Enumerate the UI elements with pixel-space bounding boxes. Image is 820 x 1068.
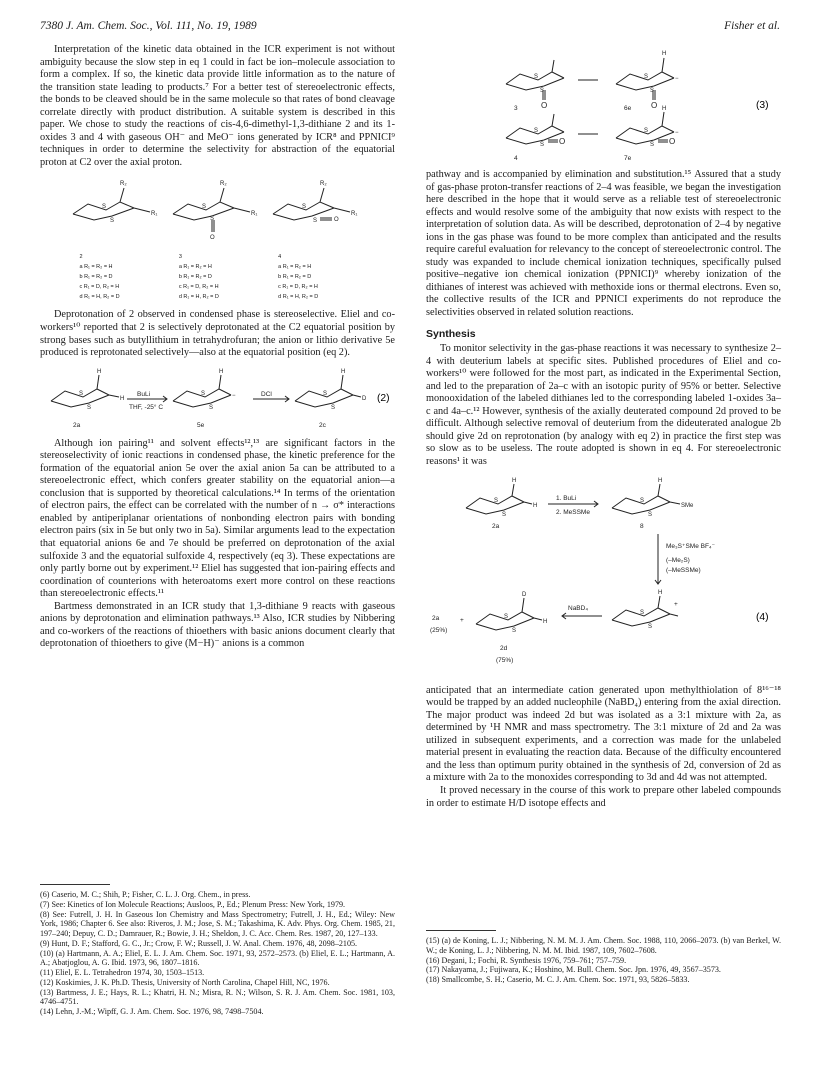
svg-text:H: H [662,51,667,57]
svg-text:S: S [648,511,653,518]
section-heading-synthesis: Synthesis [426,327,476,340]
svg-text:S: S [86,404,91,411]
equation-2-figure [43,365,393,433]
svg-text:S: S [540,142,545,148]
eq2-label-2a: 2a [72,421,80,429]
footnotes-left [40,884,395,1017]
svg-text:SMe: SMe [681,502,694,509]
footnote-12: (12) Koskimies, J. K. Ph.D. Thesis, University of North Carolina, Chapel Hill, NC, 1976. [40,977,330,987]
svg-text:R₂: R₂ [119,181,127,188]
eq4-label-2d: 2d [500,644,508,652]
footnote-10: (10) (a) Hartmann, A. A.; Eliel, E. L. J. Am. Chem. Soc. 1971, 93, 2572–2573. (b) Eliel, E. L.; Hartmann, A. A.; Abatjoglou, A. G. Ibid. 1973, 96, 1807–1816. [40,948,395,968]
footnote-13: (13) Bartmess, J. E.; Hays, R. L.; Khatri, H. N.; Misra, R. N.; Wilson, S. R. J. Am. Chem. Soc. 1981, 103, 4746–4751. [40,987,395,1007]
svg-text:R₁: R₁ [250,211,257,218]
svg-text:−: − [675,76,679,82]
svg-text:H: H [119,395,124,402]
compound-3-label: 3 [178,254,182,261]
eq4-yield-2a: (25%) [430,626,448,634]
svg-text:S: S [78,390,83,397]
svg-text:R₁: R₁ [350,211,357,218]
paragraph-bartmess: Bartmess demonstrated in an ICR study that 1,3-dithiane 9 reacts with gaseous anions by deprotonation and elimination pathways.¹³ Also, ICR studies by Nibbering and co-workers of the reactions of thioethers with basic anions document clearly that deprotonation of thioethers to give (M−H)⁻ anions is a common [40,600,395,650]
svg-text:H: H [662,106,667,112]
eq4-plus-sign: + [460,616,464,624]
svg-text:S: S [101,204,106,211]
paragraph-intro: Interpretation of the kinetic data obtained in the ICR experiment is not without ambiguity because the slow step in eq 1 could in fact be ion–molecule association to form a complex. If so, the kinetic data provide little information as to the nature of the transition state leading to products.⁷ For a better test of stereoelectronic effects, the bonds to be cleaved should be in the same molecule so that rates of bond cleavage correlate directly with product distribution. A suitable system is described in this paper. We chose to study the reactions of cis-4,6-dimethyl-1,3-dithiane 2 and its 1-oxides 3 and 4 with gaseous OH⁻ and MeO⁻ ions generated by ICR⁸ and PPNICI⁹ techniques in order to determine the selectivity for abstraction of the equatorial proton at C2 over the axial proton. [40,44,395,168]
running-header [40,20,780,38]
svg-text:D: D [361,395,366,402]
eq2-condition: THF, -25° C [128,403,163,411]
eq2-reagent-dcl: DCl [260,390,272,398]
paragraph-synthesis: To monitor selectivity in the gas-phase reactions it was necessary to synthesize 2–4 with deuterium labels at specific sites. Published procedures of Eliel and co-workers¹⁰ were followed for the most part, as indicated in the Experimental Section, and led to the preparation of 2a–c with an isotopic purity of 95% or better. Selective monooxidation of the labeled dithianes led to the corresponding labeled 1-oxides 3a–c and 4a–c.¹² However, synthesis of the axially deuterated compound 2d proved to be difficult. Although selective removal of deuterium from the dideuterated analogue 2b should give 2d on reprotonation (by analogy with eq 2) in practice the first step was so slow as to be useless. The route adopted is shown in eq 4. For stereoelectronic reasons¹ it was [426,343,781,468]
right-column [426,44,781,810]
paragraph-deprotonation: Deprotonation of 2 observed in condensed phase is stereoselective. Eliel and co-workers¹⁰ reported that 2 is selectively deprotonated at the C2 equatorial position by strong bases such as butyllithium in tetrahydrofuran; the anion or lithio derivative 5e produced is reprotonated selectively—also at the equatorial position (eq 2). [40,309,395,359]
eq4-cation-charge: + [674,600,678,608]
eq4-label-2a-bottom: 2a [432,614,440,622]
eq4-label-2a-top: 2a [492,522,500,530]
label-4b: b R₁ = R₂ = D [278,274,312,281]
eq4-reagent-nabd4: NaBD₄ [568,604,588,612]
footnote-14: (14) Lehn, J.-M.; Wipff, G. J. Am. Chem. Soc. 1976, 98, 7498–7504. [40,1007,264,1016]
left-column [40,44,395,651]
eq4-reagent-me3s: Me₃S⁺SMe BF₄⁻ [666,542,716,550]
svg-text:S: S [650,142,655,148]
eq2-number: (2) [376,392,390,404]
svg-text:S: S [502,511,507,518]
svg-text:S: S [640,609,645,616]
svg-text:D: D [522,591,527,598]
equation-4-figure [426,474,781,680]
label-2d: d R₁ = H, R₂ = D [79,294,120,301]
label-2b: b R₁ = R₂ = D [79,274,113,281]
svg-text:S: S [494,497,499,504]
compound-2-label: 2 [79,254,83,261]
eq3-label-3: 3 [514,105,518,112]
label-3d: d R₁ = H, R₂ = D [178,294,219,301]
eq4-number: (4) [756,611,769,623]
eq4-loss-me2s: (–Me₂S) [666,556,690,564]
svg-text:S: S [209,216,214,223]
footnote-9: (9) Hunt, D. F.; Stafford, G. C., Jr.; Crow, F. W.; Russell, J. W. Anal. Chem. 1976, 48, 2098–2105. [40,938,358,948]
equation-3-figure [426,44,781,164]
eq4-yield-2d: (75%) [496,656,514,664]
eq4-reagent-buli: 1. BuLi [556,494,577,502]
svg-text:S: S [504,613,509,620]
label-3c: c R₁ = D, R₂ = H [178,284,219,291]
paragraph-pathway: pathway and is accompanied by elimination and substitution.¹⁵ Assured that a study of gas-phase proton-transfer reactions of 2–4 was feasible, we began the investigation here described in the hope that it would serve as a reliable test of stereoelectronic effects and would resolve some of the ambiguity that now exists with respect to the interpretation of solution data. As will be described, deprotonation of 2–4 by negative ions in the gas phase was found to be more complex than anticipated and the results require careful evaluation for relevancy to the concept of stereoelectronic control. The study was expanded to include chemical ionization techniques, specifically pulsed positive–negative ion chemical ionization (PPNICI)⁹ whereby ionization of the dithianes of interest was achieved with methoxide ions or thermal electrons. Even so, the collective results of the ICR and PPNICI experiments do not reproduce the selectivities observed in related solution reactions. [426,169,781,319]
footnote-16: (16) Degani, I.; Fochi, R. Synthesis 1976, 759–761; 757–759. [426,955,627,965]
svg-text:S: S [644,128,649,134]
compound-label-table [68,251,368,303]
svg-text:S: S [201,204,206,211]
svg-text:S: S [301,204,306,211]
svg-text:S: S [200,390,205,397]
svg-text:O: O [541,101,548,110]
label-2a: a R₁ = R₂ = H [79,264,113,271]
eq2-label-2c: 2c [318,421,326,429]
eq4-reagent-messme: 2. MeSSMe [556,508,590,516]
footnote-17: (17) Nakayama, J.; Fujiwara, K.; Hoshino, M. Bull. Chem. Soc. Jpn. 1976, 49, 3567–3573. [426,965,721,975]
svg-text:S: S [644,74,649,80]
svg-text:H: H [96,368,101,375]
svg-text:−: − [675,130,679,136]
svg-text:S: S [534,74,539,80]
paragraph-other-labels: It proved necessary in the course of this work to prepare other labeled compounds in order to estimate H/D isotope effects and [426,784,781,809]
svg-text:H: H [218,368,223,375]
svg-text:H: H [533,502,538,509]
footnote-7: (7) See: Kinetics of Ion Molecule Reactions; Ausloos, P., Ed.; Plenum Press: New York, 1979. [40,899,346,909]
svg-text:S: S [208,404,213,411]
svg-text:S: S [322,390,327,397]
svg-text:H: H [512,477,517,484]
footnote-15: (15) (a) de Koning, L. J.; Nibbering, N. M. M. J. Am. Chem. Soc. 1988, 110, 2066–2073. (b) van Berkel, W. W.; de Koning, L. J.; Nibbering, N. M. M. Ibid. 1987, 109, 7602–7608. [426,936,781,955]
svg-text:R₁: R₁ [150,211,157,218]
eq3-label-4: 4 [514,155,518,162]
header-authors: Fisher et al. [724,20,780,32]
label-3b: b R₁ = R₂ = D [178,274,212,281]
svg-text:S: S [330,404,335,411]
svg-text:O: O [669,137,676,146]
compound-4-label: 4 [278,254,282,261]
eq2-label-5e: 5e [196,421,204,429]
footnote-11: (11) Eliel, E. L. Tetrahedron 1974, 30, 1503–1513. [40,968,205,977]
svg-text:H: H [340,368,345,375]
label-2c: c R₁ = D, R₂ = H [79,284,120,291]
svg-text:O: O [651,101,658,110]
svg-text:S: S [534,128,539,134]
header-journal-citation: 7380 J. Am. Chem. Soc., Vol. 111, No. 19, 1989 [40,20,257,32]
svg-text:S: S [640,497,645,504]
footnote-8: (8) See: Futrell, J. H. In Gaseous Ion Chemistry and Mass Spectrometry; Futrell, J. H., Ed.; Wiley: New York, 1986; Chapter 6. See also: Riveros, J. M.; Jose, S. M.; Takashima, K. Adv. Phys. Org. Chem. 1985, 21, 197–240; Depuy, C. D.; Damrauer, R.; Bowie, J. H.; Sheldon, J. C. Acc. Chem. Res. 1987, 20, 127–133. [40,909,395,938]
footnotes-right [426,930,781,985]
svg-text:S: S [650,88,655,94]
svg-text:H: H [658,589,663,596]
footnote-18: (18) Smallcombe, S. H.; Caserio, M. C. J. Am. Chem. Soc. 1971, 93, 5826–5833. [426,975,690,984]
label-4d: d R₁ = H, R₂ = D [278,294,319,301]
svg-text:H: H [543,618,548,625]
svg-text:O: O [559,137,566,146]
svg-text:S: S [512,627,517,634]
svg-text:S: S [648,623,653,630]
paragraph-ion-pairing: Although ion pairing¹¹ and solvent effects¹²,¹³ are significant factors in the stereoselectivity of ionic reactions in condensed phase, the kinetic preference for the formation of the equatorial anion 5e over the axial anion 5a can be attributed to a stereoelectronic effect, which confers greater stability on the equatorial anion—a conclusion that is supported by theoretical calculations.¹⁴ In terms of the orientation of electron pairs, the effect can be correlated with the number of n → σ* interactions enabled by antiperiplanar orientations of nonbonding electron pairs with bonding electron pairs (six in 5e but only two in 5a). Similar arguments lead to the expectation that equatorial anions 6e and 7e should be preferred on deprotonation of the axial sulfoxide 3 and the equatorial sulfoxide 4, respectively (eq 3). These expectations are only partly borne out by experiment.¹² Eliel has suggested that ion-pairing effects and coordination of counterions with heteroatoms exert more control on these reactions than stereoelectronic effects.¹¹ [40,437,395,600]
svg-text:R₂: R₂ [319,181,327,188]
svg-text:S: S [109,218,114,225]
svg-text:O: O [333,217,339,224]
footnote-rule-right [426,930,496,931]
label-4a: a R₁ = R₂ = H [278,264,312,271]
svg-text:S: S [312,218,317,225]
footnote-rule [40,884,110,885]
footnote-6: (6) Caserio, M. C.; Shih, P.; Fisher, C. L. J. Org. Chem., in press. [40,890,251,899]
eq2-reagent-buli: BuLi [136,390,150,398]
eq3-label-6e: 6e [624,105,632,112]
svg-text:−: − [231,392,236,399]
svg-text:H: H [658,477,663,484]
paragraph-cation-trapping: anticipated that an intermediate cation generated upon methylthiolation of 8¹⁶⁻¹⁸ would be trapped by an added nucleophile (NaBD₄) entering from the axial direction. The major product was indeed 2d but was isolated as a 3:1 mixture with 2a, as determined by ¹H NMR and mass spectrometry. The 3:1 mixture of 2d and 2a was utilized in subsequent experiments, and a correction was made for the unlabeled material present in evaluating the reaction data. Because of the difficulty encountered and the less than optimum purity obtained in the synthesis of 2d, conversion of 2d as a mixture with 2a to the monoxides corresponding to 3d and 4d was not attempted. [426,684,781,784]
label-3a: a R₁ = R₂ = H [178,264,212,271]
eq4-label-8: 8 [640,522,644,530]
eq3-label-7e: 7e [624,155,632,162]
structures-2-3-4-figure [58,174,378,246]
svg-text:S: S [540,88,545,94]
eq3-number: (3) [756,100,769,111]
eq4-loss-messme: (–MeSSMe) [666,566,701,574]
label-4c: c R₁ = D, R₂ = H [278,284,318,291]
svg-text:R₂: R₂ [219,181,227,188]
svg-text:O: O [209,235,215,242]
